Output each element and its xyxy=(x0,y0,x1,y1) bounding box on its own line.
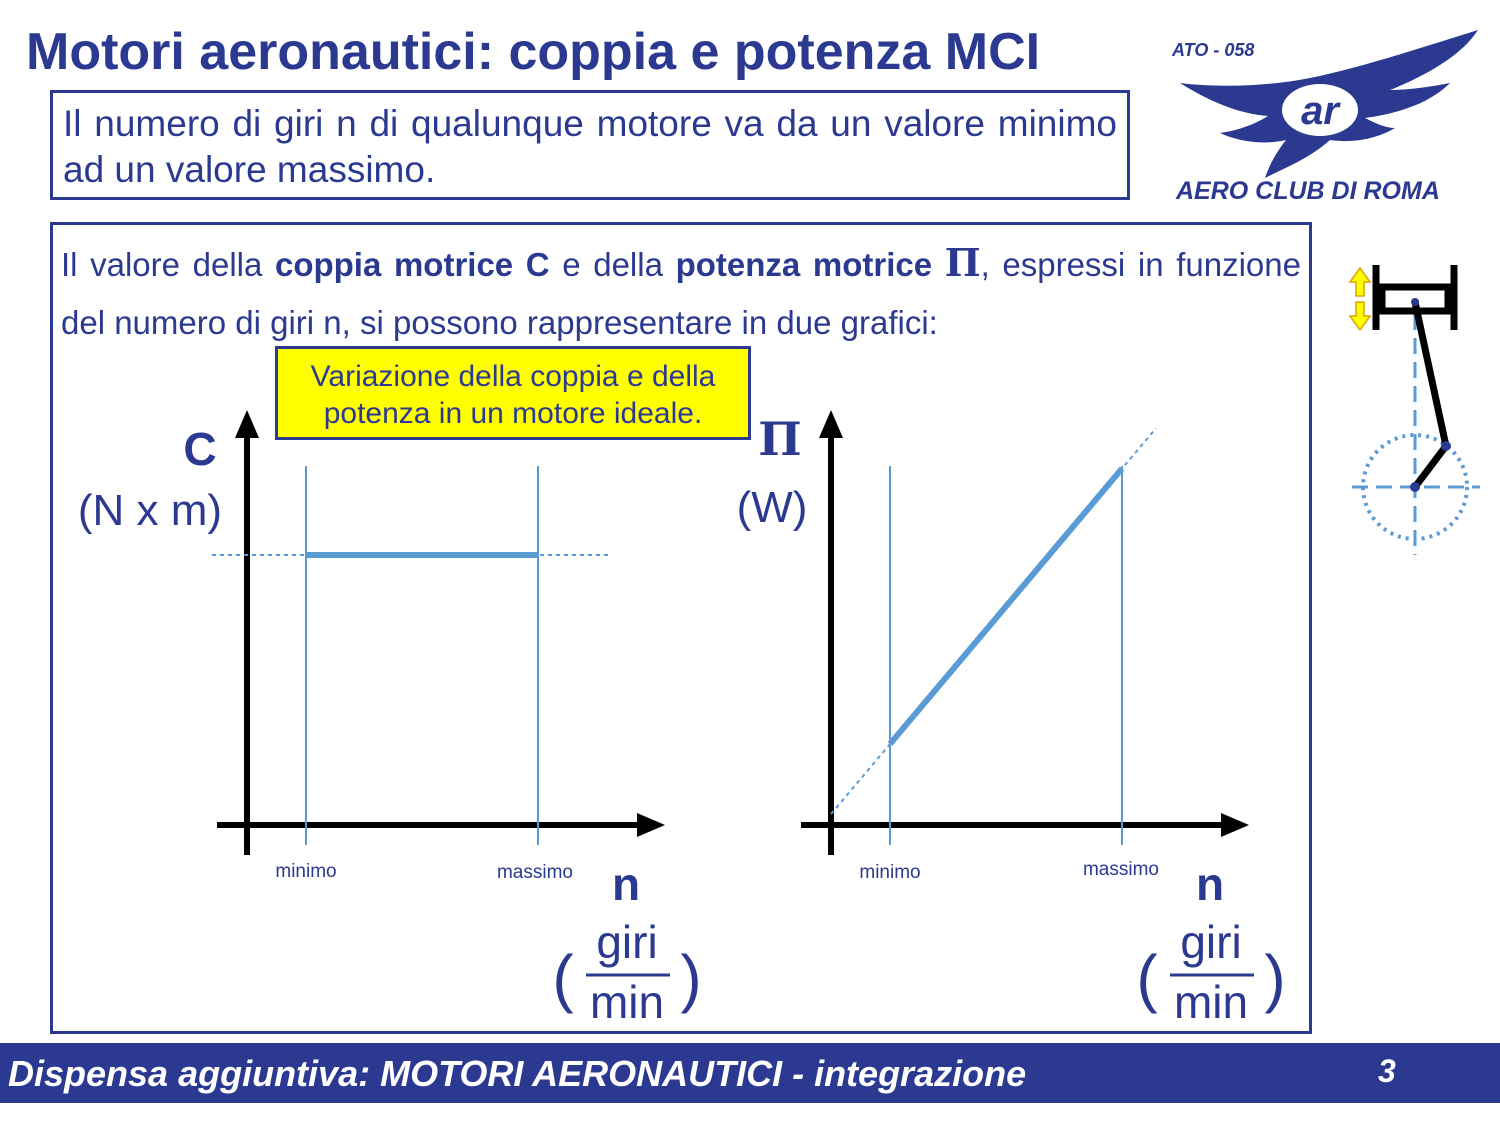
power-y-unit: (W) xyxy=(736,483,808,532)
intro-text-1: Il valore della xyxy=(61,246,275,283)
torque-tick-min: minimo xyxy=(275,861,337,882)
ideal-engine-note xyxy=(275,346,751,440)
page-title: Motori aeronautici: coppia e potenza MCI xyxy=(26,23,1041,81)
power-x-paren-open: ( xyxy=(1136,942,1158,1014)
torque-x-unit-den: min xyxy=(589,976,665,1028)
torque-tick-max: massimo xyxy=(496,862,574,883)
torque-x-paren-open: ( xyxy=(552,942,574,1014)
power-x-paren-close: ) xyxy=(1264,942,1286,1014)
torque-y-symbol: C xyxy=(183,423,217,475)
power-tick-min: minimo xyxy=(859,862,921,883)
logo-name: AERO CLUB DI ROMA xyxy=(1176,177,1440,205)
pi-symbol: Π xyxy=(944,240,981,285)
intro-text-2: e della xyxy=(549,246,676,283)
torque-x-unit-num: giri xyxy=(596,916,658,968)
power-x-symbol: n xyxy=(1195,858,1225,910)
footer-bar xyxy=(0,1043,1500,1103)
torque-x-paren-close: ) xyxy=(680,942,702,1014)
intro-bold-coppia: coppia motrice C xyxy=(274,246,550,283)
intro-box xyxy=(50,90,1130,200)
logo-monogram: ar xyxy=(1301,89,1339,133)
page-number: 3 xyxy=(1378,1053,1396,1089)
logo-code: ATO - 058 xyxy=(1172,40,1255,60)
intro-text-3: , espressi in funzione del numero di giri n, si possono rappresentare in due grafici: xyxy=(61,246,1301,341)
charts-intro-text xyxy=(61,234,1301,352)
power-x-unit-den: min xyxy=(1173,976,1249,1028)
power-x-unit-num: giri xyxy=(1180,916,1242,968)
note-line-1: Variazione della coppia e della xyxy=(310,360,716,393)
power-y-symbol: Π xyxy=(758,412,802,466)
up-down-arrow-icon xyxy=(1350,268,1370,330)
torque-x-symbol: n xyxy=(611,858,641,910)
footer-text: Dispensa aggiuntiva: MOTORI AERONAUTICI - integrazione xyxy=(8,1053,1027,1094)
intro-bold-potenza: potenza motrice xyxy=(675,246,945,283)
power-tick-max: massimo xyxy=(1082,859,1160,880)
piston-icon xyxy=(1382,287,1448,311)
torque-y-unit: (N x m) xyxy=(77,486,223,535)
note-line-2: potenza in un motore ideale. xyxy=(323,397,703,430)
intro-box-text: Il numero di giri n di qualunque motore va da un valore minimo ad un valore massimo. xyxy=(63,103,1117,190)
